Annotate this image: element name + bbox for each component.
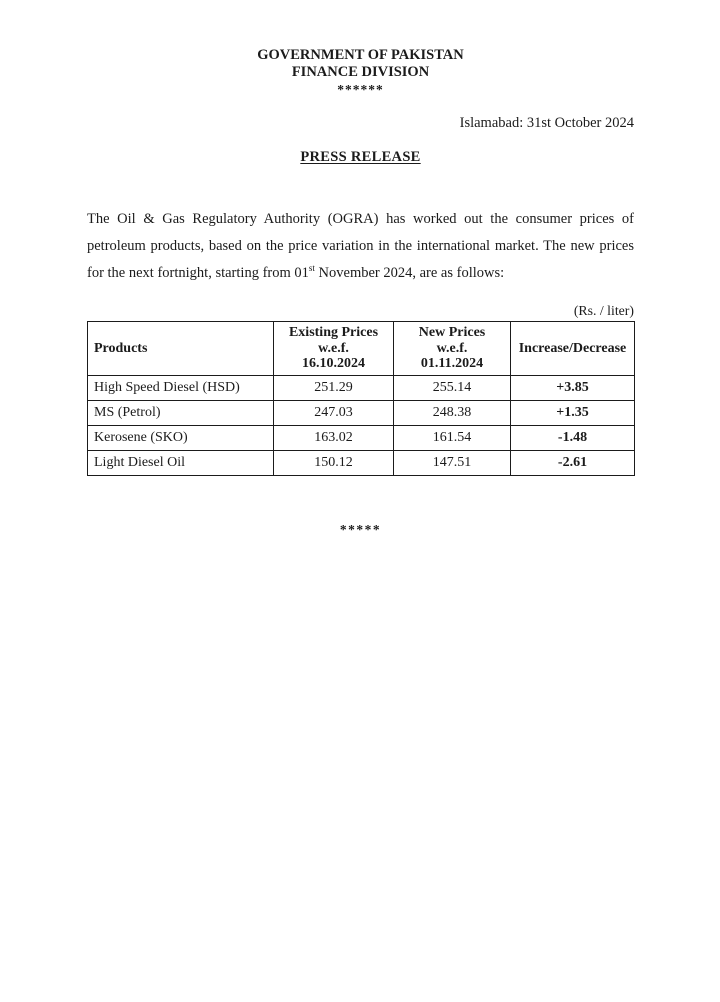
table-row bbox=[88, 425, 635, 450]
new-price: 255.14 bbox=[394, 375, 511, 400]
existing-price: 150.12 bbox=[274, 450, 394, 475]
document-title-text: PRESS RELEASE bbox=[300, 149, 421, 165]
ordinal-superscript: st bbox=[308, 263, 315, 274]
col-header-existing-prices bbox=[274, 322, 394, 376]
col-header-increase-decrease: Increase/Decrease bbox=[511, 322, 635, 376]
table-header-row bbox=[88, 322, 635, 376]
paragraph-line-3-post: November 2024, are as follows: bbox=[314, 265, 505, 281]
paragraph-line-2: petroleum products, based on the price variation in the international market. The new prices bbox=[87, 238, 634, 254]
header-line: 16.10.2024 bbox=[302, 356, 365, 371]
header-line: Existing Prices bbox=[288, 325, 379, 340]
col-header-new-prices bbox=[394, 322, 511, 376]
table-row bbox=[88, 450, 635, 475]
new-price: 147.51 bbox=[394, 450, 511, 475]
dateline: Islamabad: 31st October 2024 bbox=[459, 115, 634, 131]
document-title bbox=[87, 148, 634, 166]
product-name: High Speed Diesel (HSD) bbox=[88, 375, 274, 400]
existing-price: 163.02 bbox=[274, 425, 394, 450]
price-table bbox=[87, 321, 635, 476]
closing-stars: ***** bbox=[339, 521, 382, 537]
table-row bbox=[88, 400, 635, 425]
price-change: +1.35 bbox=[511, 400, 635, 425]
product-name: MS (Petrol) bbox=[88, 400, 274, 425]
division-name: FINANCE DIVISION bbox=[291, 64, 430, 80]
table-row bbox=[88, 375, 635, 400]
government-name: GOVERNMENT OF PAKISTAN bbox=[257, 47, 464, 63]
new-price: 248.38 bbox=[394, 400, 511, 425]
price-change: -2.61 bbox=[511, 450, 635, 475]
product-name: Light Diesel Oil bbox=[88, 450, 274, 475]
paragraph-line-3 bbox=[87, 260, 634, 287]
price-change: +3.85 bbox=[511, 375, 635, 400]
existing-price: 247.03 bbox=[274, 400, 394, 425]
existing-price: 251.29 bbox=[274, 375, 394, 400]
new-price: 161.54 bbox=[394, 425, 511, 450]
paragraph-line-1: The Oil & Gas Regulatory Authority (OGRA) has worked out the consumer prices of bbox=[87, 211, 634, 227]
header-line: w.e.f. bbox=[436, 340, 468, 356]
unit-label: (Rs. / liter) bbox=[573, 303, 634, 318]
header-line: 01.11.2024 bbox=[420, 356, 484, 371]
body-paragraph bbox=[87, 206, 634, 287]
paragraph-line-3-pre: for the next fortnight, starting from 01 bbox=[87, 265, 309, 281]
col-header-products: Products bbox=[88, 322, 274, 376]
letterhead-stars: ****** bbox=[337, 82, 384, 97]
header-line: New Prices bbox=[418, 325, 486, 340]
price-change: -1.48 bbox=[511, 425, 635, 450]
product-name: Kerosene (SKO) bbox=[88, 425, 274, 450]
letterhead bbox=[87, 47, 634, 98]
header-line: w.e.f. bbox=[318, 340, 349, 356]
